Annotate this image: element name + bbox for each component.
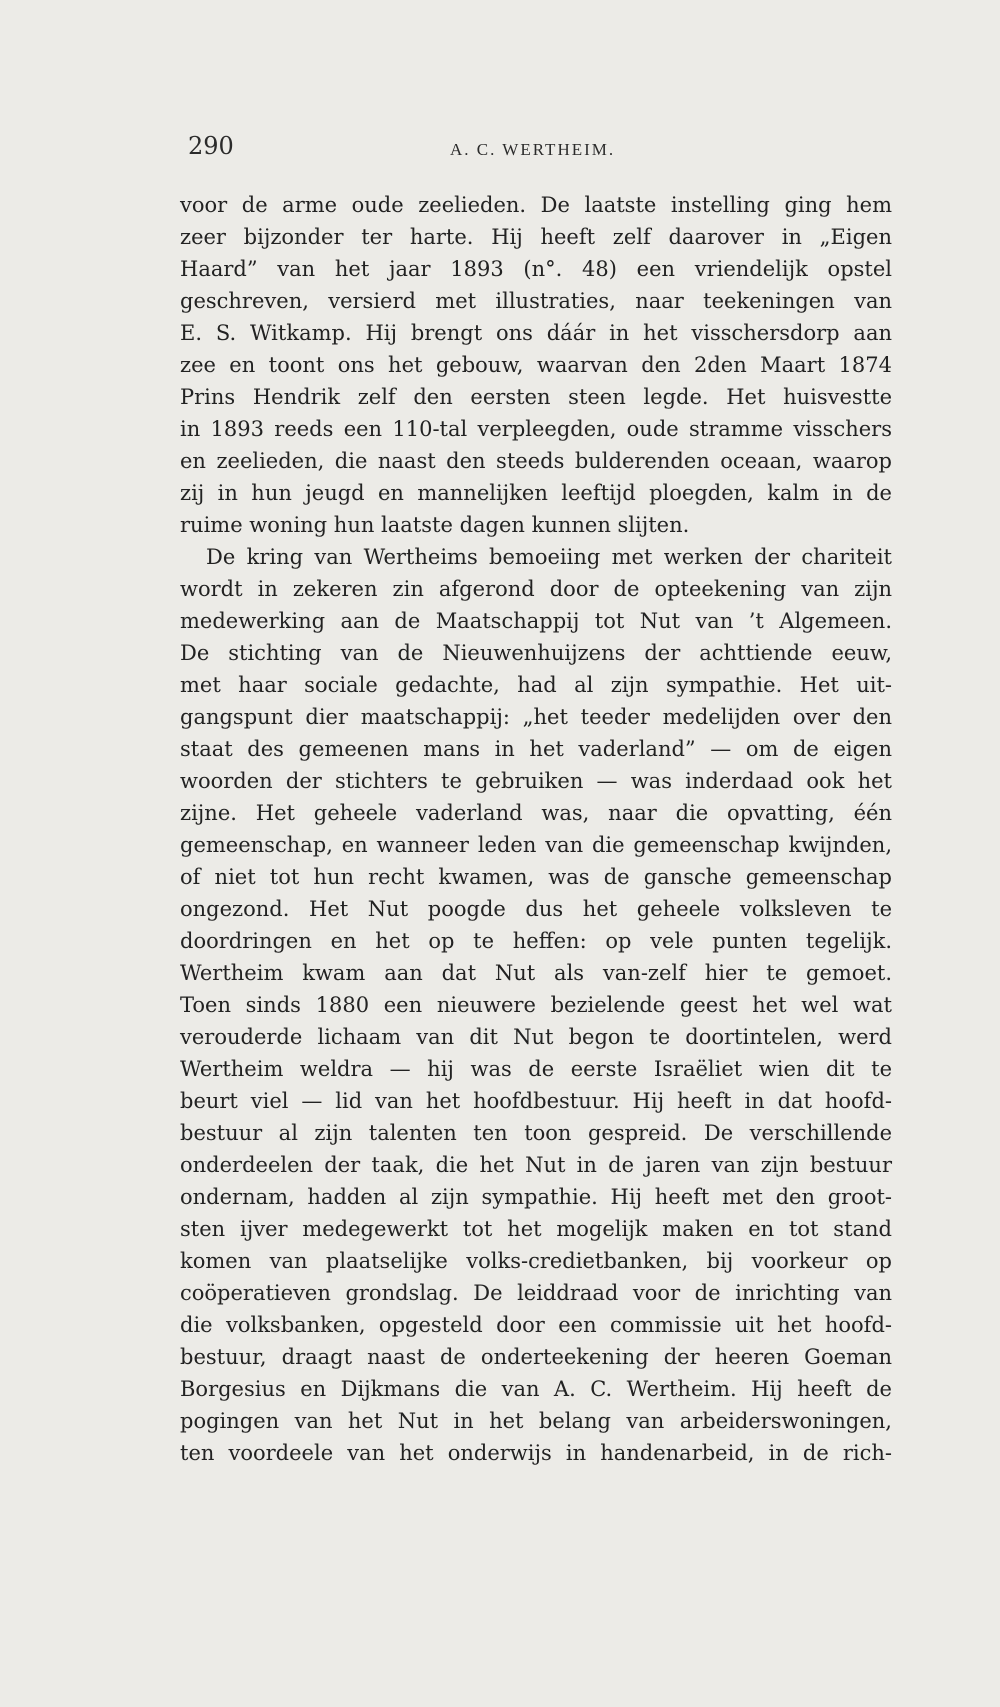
text-line: zee en toont ons het gebouw, waarvan den 2den Maart 1874 <box>180 353 892 377</box>
text-line: Wertheim weldra — hij was de eerste Israëliet wien dit te <box>180 1057 892 1081</box>
text-line: Haard” van het jaar 1893 (n°. 48) een vriendelijk opstel <box>180 257 892 281</box>
text-line: doordringen en het op te heffen: op vele punten tegelijk. <box>180 929 892 953</box>
text-line: sten ijver medegewerkt tot het mogelijk maken en tot stand <box>180 1217 892 1241</box>
body-text <box>180 189 892 1469</box>
text-line: Borgesius en Dijkmans die van A. C. Wertheim. Hij heeft de <box>180 1377 892 1401</box>
text-line: staat des gemeenen mans in het vaderland” — om de eigen <box>180 737 892 761</box>
page-header <box>188 132 908 172</box>
text-line: en zeelieden, die naast den steeds bulderenden oceaan, waarop <box>180 449 892 473</box>
text-line: E. S. Witkamp. Hij brengt ons dáár in het visschersdorp aan <box>180 321 892 345</box>
text-line: bestuur, draagt naast de onderteekening der heeren Goeman <box>180 1345 892 1369</box>
text-line: wordt in zekeren zin afgerond door de opteekening van zijn <box>180 577 892 601</box>
text-line: verouderde lichaam van dit Nut begon te doortintelen, werd <box>180 1025 892 1049</box>
text-line: ondernam, hadden al zijn sympathie. Hij heeft met den groot- <box>180 1185 892 1209</box>
text-line: coöperatieven grondslag. De leiddraad voor de inrichting van <box>180 1281 892 1305</box>
text-line: beurt viel — lid van het hoofdbestuur. Hij heeft in dat hoofd- <box>180 1089 892 1113</box>
text-line: die volksbanken, opgesteld door een commissie uit het hoofd- <box>180 1313 892 1337</box>
text-line: geschreven, versierd met illustraties, naar teekeningen van <box>180 289 892 313</box>
text-line: zijne. Het geheele vaderland was, naar die opvatting, één <box>180 801 892 825</box>
text-line: gangspunt dier maatschappij: „het teeder medelijden over den <box>180 705 892 729</box>
text-line: zeer bijzonder ter harte. Hij heeft zelf daarover in „Eigen <box>180 225 892 249</box>
text-line: onderdeelen der taak, die het Nut in de jaren van zijn bestuur <box>180 1153 892 1177</box>
text-line: woorden der stichters te gebruiken — was inderdaad ook het <box>180 769 892 793</box>
text-line: De kring van Wertheims bemoeiing met werken der chariteit <box>206 545 892 569</box>
text-line: Wertheim kwam aan dat Nut als van-zelf hier te gemoet. <box>180 961 892 985</box>
text-line: De stichting van de Nieuwenhuijzens der achttiende eeuw, <box>180 641 892 665</box>
text-line: Prins Hendrik zelf den eersten steen legde. Het huisvestte <box>180 385 892 409</box>
running-head: A. C. WERTHEIM. <box>450 140 616 159</box>
text-line: pogingen van het Nut in het belang van arbeiderswoningen, <box>180 1409 892 1433</box>
text-line: ruime woning hun laatste dagen kunnen slijten. <box>180 513 690 537</box>
text-line: in 1893 reeds een 110-tal verpleegden, oude stramme visschers <box>180 417 892 441</box>
text-line: met haar sociale gedachte, had al zijn sympathie. Het uit- <box>180 673 892 697</box>
text-line: ongezond. Het Nut poogde dus het geheele volksleven te <box>180 897 892 921</box>
text-line: bestuur al zijn talenten ten toon gespreid. De verschillende <box>180 1121 892 1145</box>
text-line: Toen sinds 1880 een nieuwere bezielende geest het wel wat <box>180 993 892 1017</box>
text-line: of niet tot hun recht kwamen, was de gansche gemeenschap <box>180 865 892 889</box>
text-line: komen van plaatselijke volks-credietbanken, bij voorkeur op <box>180 1249 892 1273</box>
text-line: ten voordeele van het onderwijs in handenarbeid, in de rich- <box>180 1441 892 1465</box>
text-line: gemeenschap, en wanneer leden van die gemeenschap kwijnden, <box>180 833 892 857</box>
text-line: voor de arme oude zeelieden. De laatste instelling ging hem <box>180 193 892 217</box>
text-line: medewerking aan de Maatschappij tot Nut van ’t Algemeen. <box>180 609 892 633</box>
page-number: 290 <box>188 132 234 160</box>
text-line: zij in hun jeugd en mannelijken leeftijd ploegden, kalm in de <box>180 481 892 505</box>
